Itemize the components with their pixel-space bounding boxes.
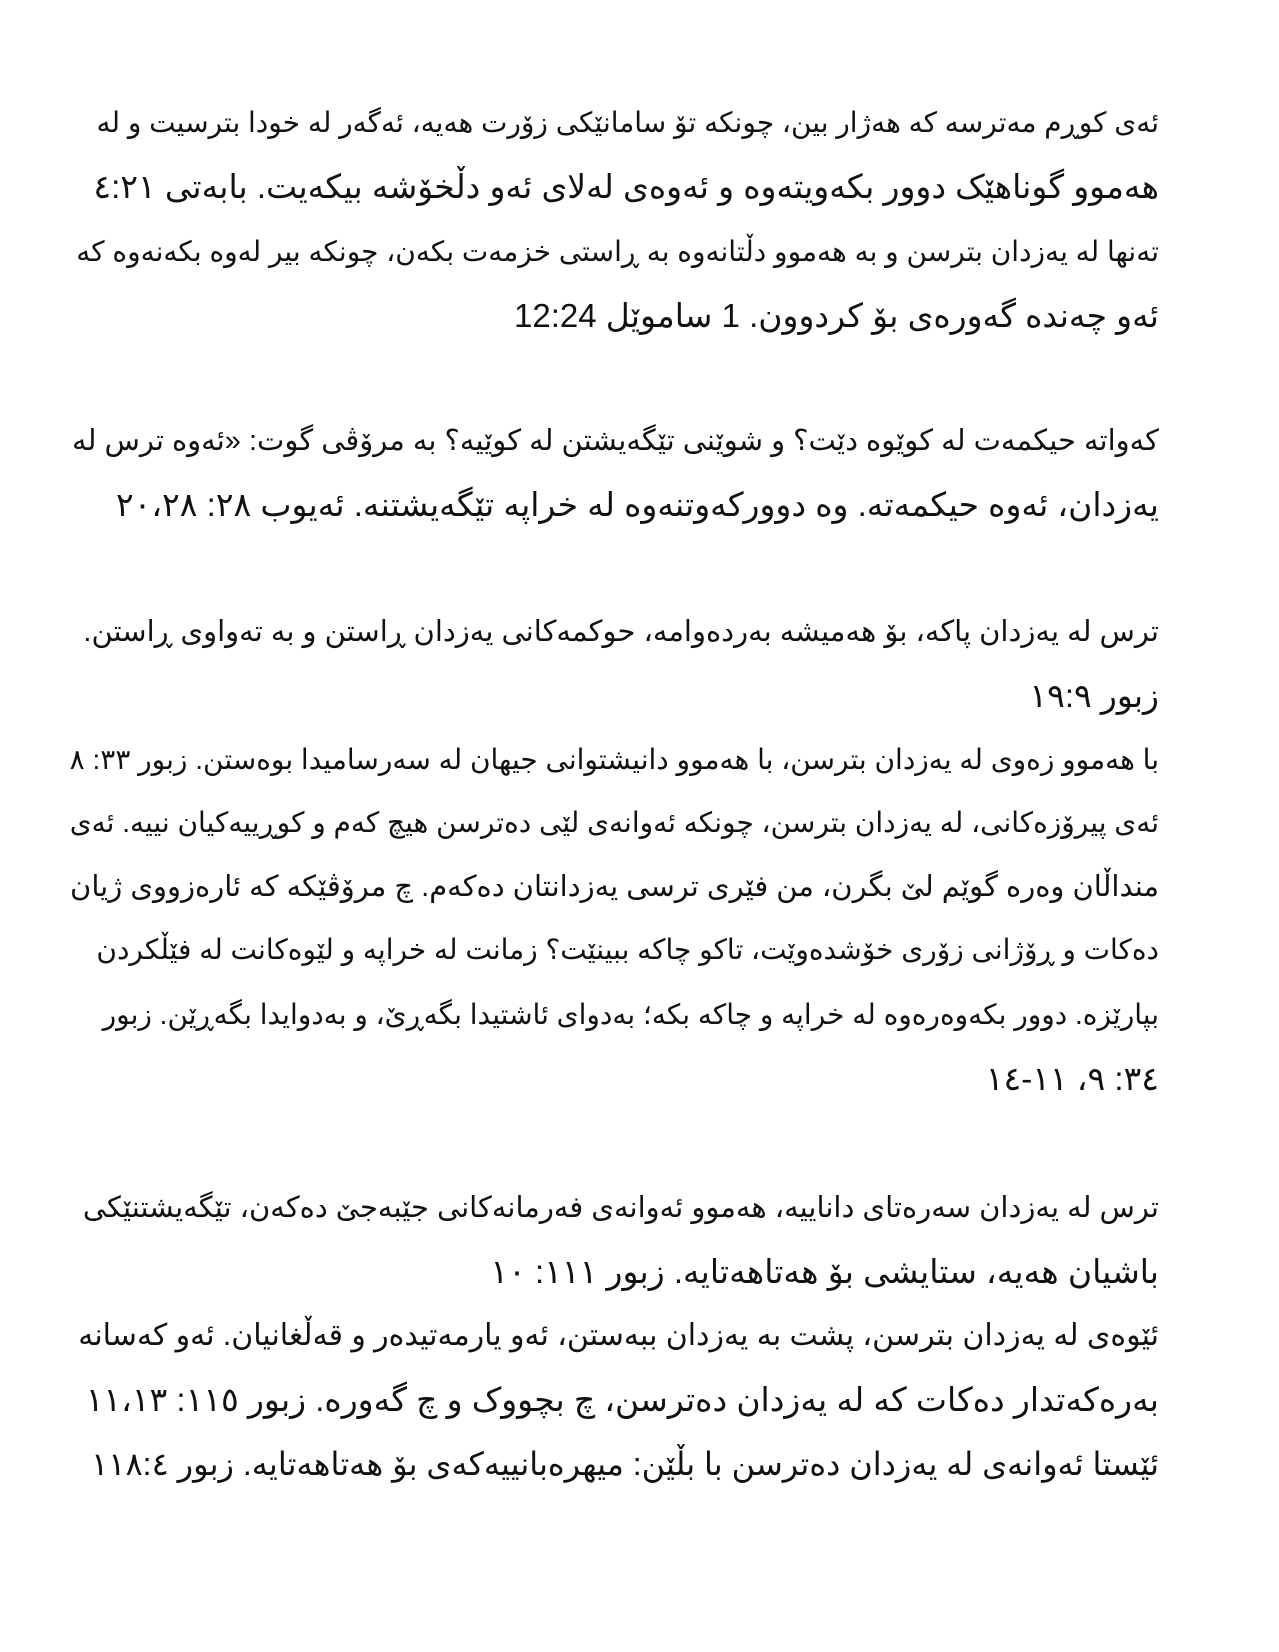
text-line: باشیان هەیە، ستایشی بۆ هەتاهەتایە. زبور ١١١: ١٠	[490, 1253, 1159, 1290]
text-line: بەرەکەتدار دەکات کە لە یەزدان دەترسن، چ بچووک و چ گەورە. زبور ١١٥: ١١،١٣	[85, 1381, 1159, 1418]
text-line: ئەی کوڕم مەترسە کە هەژار بین، چونکە تۆ سامانێکی زۆرت هەیە، ئەگەر لە خودا بترسیت و لە	[96, 107, 1159, 138]
text-line: ئێستا ئەوانەی لە یەزدان دەترسن با بڵێن: میهرەبانییەکەی بۆ هەتاهەتایە. زبور ١١٨:٤	[91, 1446, 1159, 1482]
text-line: یەزدان، ئەوە حیکمەتە. وە دوورکەوتنەوە لە خراپە تێگەیشتنە. ئەیوب ٢٨: ٢٠،٢٨	[115, 486, 1159, 523]
text-line: ترس لە یەزدان سەرەتای داناییە، هەموو ئەوانەی فەرمانەکانی جێبەجێ دەکەن، تێگەیشتنێکی	[82, 1192, 1159, 1224]
text-line: زبور ١٩:٩	[1029, 677, 1159, 714]
text-line: منداڵان وەرە گوێم لێ بگرن، من فێری ترسی یەزدانتان دەکەم. چ مرۆڤێکە کە ئارەزووی ژیان	[70, 871, 1159, 903]
text-line: ئەی پیرۆزەکانی، لە یەزدان بترسن، چونکە ئەوانەی لێی دەترسن هیچ کەم و کوڕییەکیان نییە. ئەی	[69, 807, 1159, 838]
text-line: دەکات و ڕۆژانی زۆری خۆشدەوێت، تاکو چاکە ببینێت؟ زمانت لە خراپە و لێوەکانت لە فێڵکردن	[96, 934, 1159, 965]
text-line: با هەموو زەوی لە یەزدان بترسن، با هەموو دانیشتوانی جیهان لە سەرسامیدا بوەستن. زبور ٣٣: ٨	[69, 744, 1159, 775]
text-line: ئێوەی لە یەزدان بترسن، پشت بە یەزدان ببەستن، ئەو یارمەتیدەر و قەڵغانیان. ئەو کەسانە	[78, 1319, 1159, 1352]
text-line: بپارێزە. دوور بکەوەرەوە لە خراپە و چاکە بکە؛ بەدوای ئاشتیدا بگەڕێ، و بەدوایدا بگەڕێن. زبور	[102, 999, 1159, 1030]
text-line: هەموو گوناهێک دوور بکەویتەوە و ئەوەی لەلای ئەو دڵخۆشە بیکەیت. بابەتی ٤:٢١	[93, 168, 1159, 205]
text-line: ٣٤: ٩، ١١-١٤	[985, 1060, 1159, 1097]
text-line: کەواتە حیکمەت لە کوێوە دێت؟ و شوێنی تێگەیشتن لە کوێیە؟ بە مرۆڤی گوت: «ئەوە ترس لە	[72, 425, 1159, 457]
text-line: ئەو چەندە گەورەی بۆ کردوون. 1 ساموێل 12:24	[514, 297, 1159, 334]
text-line: تەنها لە یەزدان بترسن و بە هەموو دڵتانەوە بە ڕاستی خزمەت بکەن، چونکە بیر لەوە بکەنەوە کە	[76, 236, 1159, 267]
text-line: ترس لە یەزدان پاکە، بۆ هەمیشە بەردەوامە، حوکمەکانی یەزدان ڕاستن و بە تەواوی ڕاستن.	[83, 616, 1159, 648]
